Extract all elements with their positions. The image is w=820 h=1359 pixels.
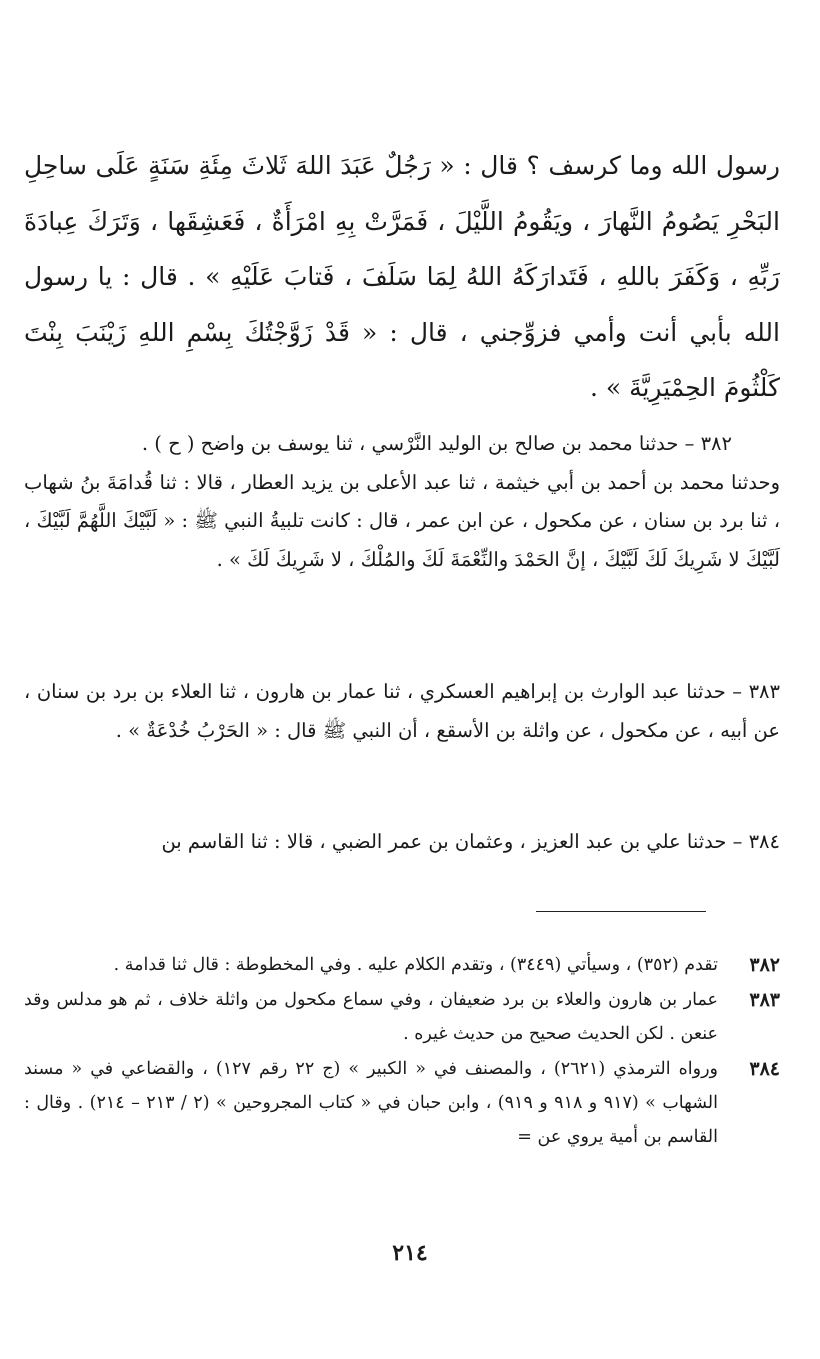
hadith-383-text xyxy=(24,673,780,750)
footnotes xyxy=(24,948,780,1155)
footnote-text: تقدم (٣٥٢) ، وسيأتي (٣٤٤٩) ، وتقدم الكلام عليه . وفي المخطوطة : قال ثنا قدامة . xyxy=(113,955,718,975)
hadith-382-body: وحدثنا محمد بن أحمد بن أبي خيثمة ، ثنا عبد الأعلى بن يزيد العطار ، قالا : ثنا قُدامَةَ بنُ شهاب ، ثنا برد بن سنان ، عن مكحول ، عن ابن عمر ، قال : كانت تلبيةُ النبي ﷺ : « لَبَّيْكَ اللَّهُمَّ لَبَّيْكَ ، لَبَّيْكَ لا شَرِيكَ لَكَ لَبَّيْكَ ، إنَّ الحَمْدَ والنِّعْمَةَ لَكَ والمُلْكَ ، لا شَرِيكَ لَكَ » . xyxy=(24,470,780,571)
hadith-383-lead: ٣٨٣ – حدثنا عبد الوارث بن إبراهيم العسكري ، ثنا عمار بن هارون ، ثنا العلاء بن برد بن سنان ، عن أبيه ، عن مكحول ، عن واثلة بن الأسقع ، أن النبي ﷺ قال : « الحَرْبُ خُدْعَةٌ » . xyxy=(24,680,780,742)
footnote-384 xyxy=(24,1052,780,1154)
hadith-384-lead: ٣٨٤ – حدثنا علي بن عبد العزيز ، وعثمان بن عمر الضبي ، قالا : ثنا القاسم بن xyxy=(161,830,780,853)
footnote-number: ٣٨٤ xyxy=(749,1058,780,1080)
hadith-382 xyxy=(24,425,780,579)
footnote-382 xyxy=(24,948,780,982)
hadith-382-isnad: ٣٨٢ – حدثنا محمد بن صالح بن الوليد النَّرْسي ، ثنا يوسف بن واضح ( ح ) . xyxy=(141,432,732,455)
hadith-383 xyxy=(24,673,780,750)
page-number: ٢١٤ xyxy=(392,1240,428,1266)
footnote-divider xyxy=(536,911,706,912)
hadith-384-text xyxy=(24,823,780,862)
footnote-number: ٣٨٢ xyxy=(749,954,780,976)
footnote-number: ٣٨٣ xyxy=(749,989,780,1011)
opening-paragraph: رسول الله وما كرسف ؟ قال : « رَجُلٌ عَبَدَ اللهَ ثَلاثَ مِئَةِ سَنَةٍ عَلَى ساحِلِ البَحْرِ يَصُومُ النَّهارَ ، ويَقُومُ اللَّيْلَ ، فَمَرَّتْ بِهِ امْرَأَةٌ ، فَعَشِقَها ، وَتَرَكَ عِبادَةَ رَبِّهِ ، وَكَفَرَ باللهِ ، فَتَدارَكَهُ اللهُ لِمَا سَلَفَ ، فَتابَ عَلَيْهِ » . قال : يا رسول الله بأبي أنت وأمي فزوِّجني ، قال : « قَدْ زَوَّجْتُكَ بِسْمِ اللهِ زَيْنَبَ بِنْتَ كَلْثُومَ الحِمْيَرِيَّةَ » . xyxy=(24,151,780,402)
footnote-383 xyxy=(24,983,780,1051)
footnote-text: عمار بن هارون والعلاء بن برد ضعيفان ، وفي سماع مكحول من واثلة خلاف ، ثم هو مدلس وقد عنعن . لكن الحديث صحيح من حديث غيره . xyxy=(24,990,718,1044)
hadith-384 xyxy=(24,823,780,862)
footnote-text: ورواه الترمذي (٢٦٢١) ، والمصنف في « الكبير » (ج ٢٢ رقم ١٢٧) ، والقضاعي في « مسند الشهاب » (٩١٧ و ٩١٨ و ٩١٩) ، وابن حبان في « كتاب المجروحين » (٢ / ٢١٣ – ٢١٤) . وقال : القاسم بن أمية يروي عن = xyxy=(24,1059,718,1147)
